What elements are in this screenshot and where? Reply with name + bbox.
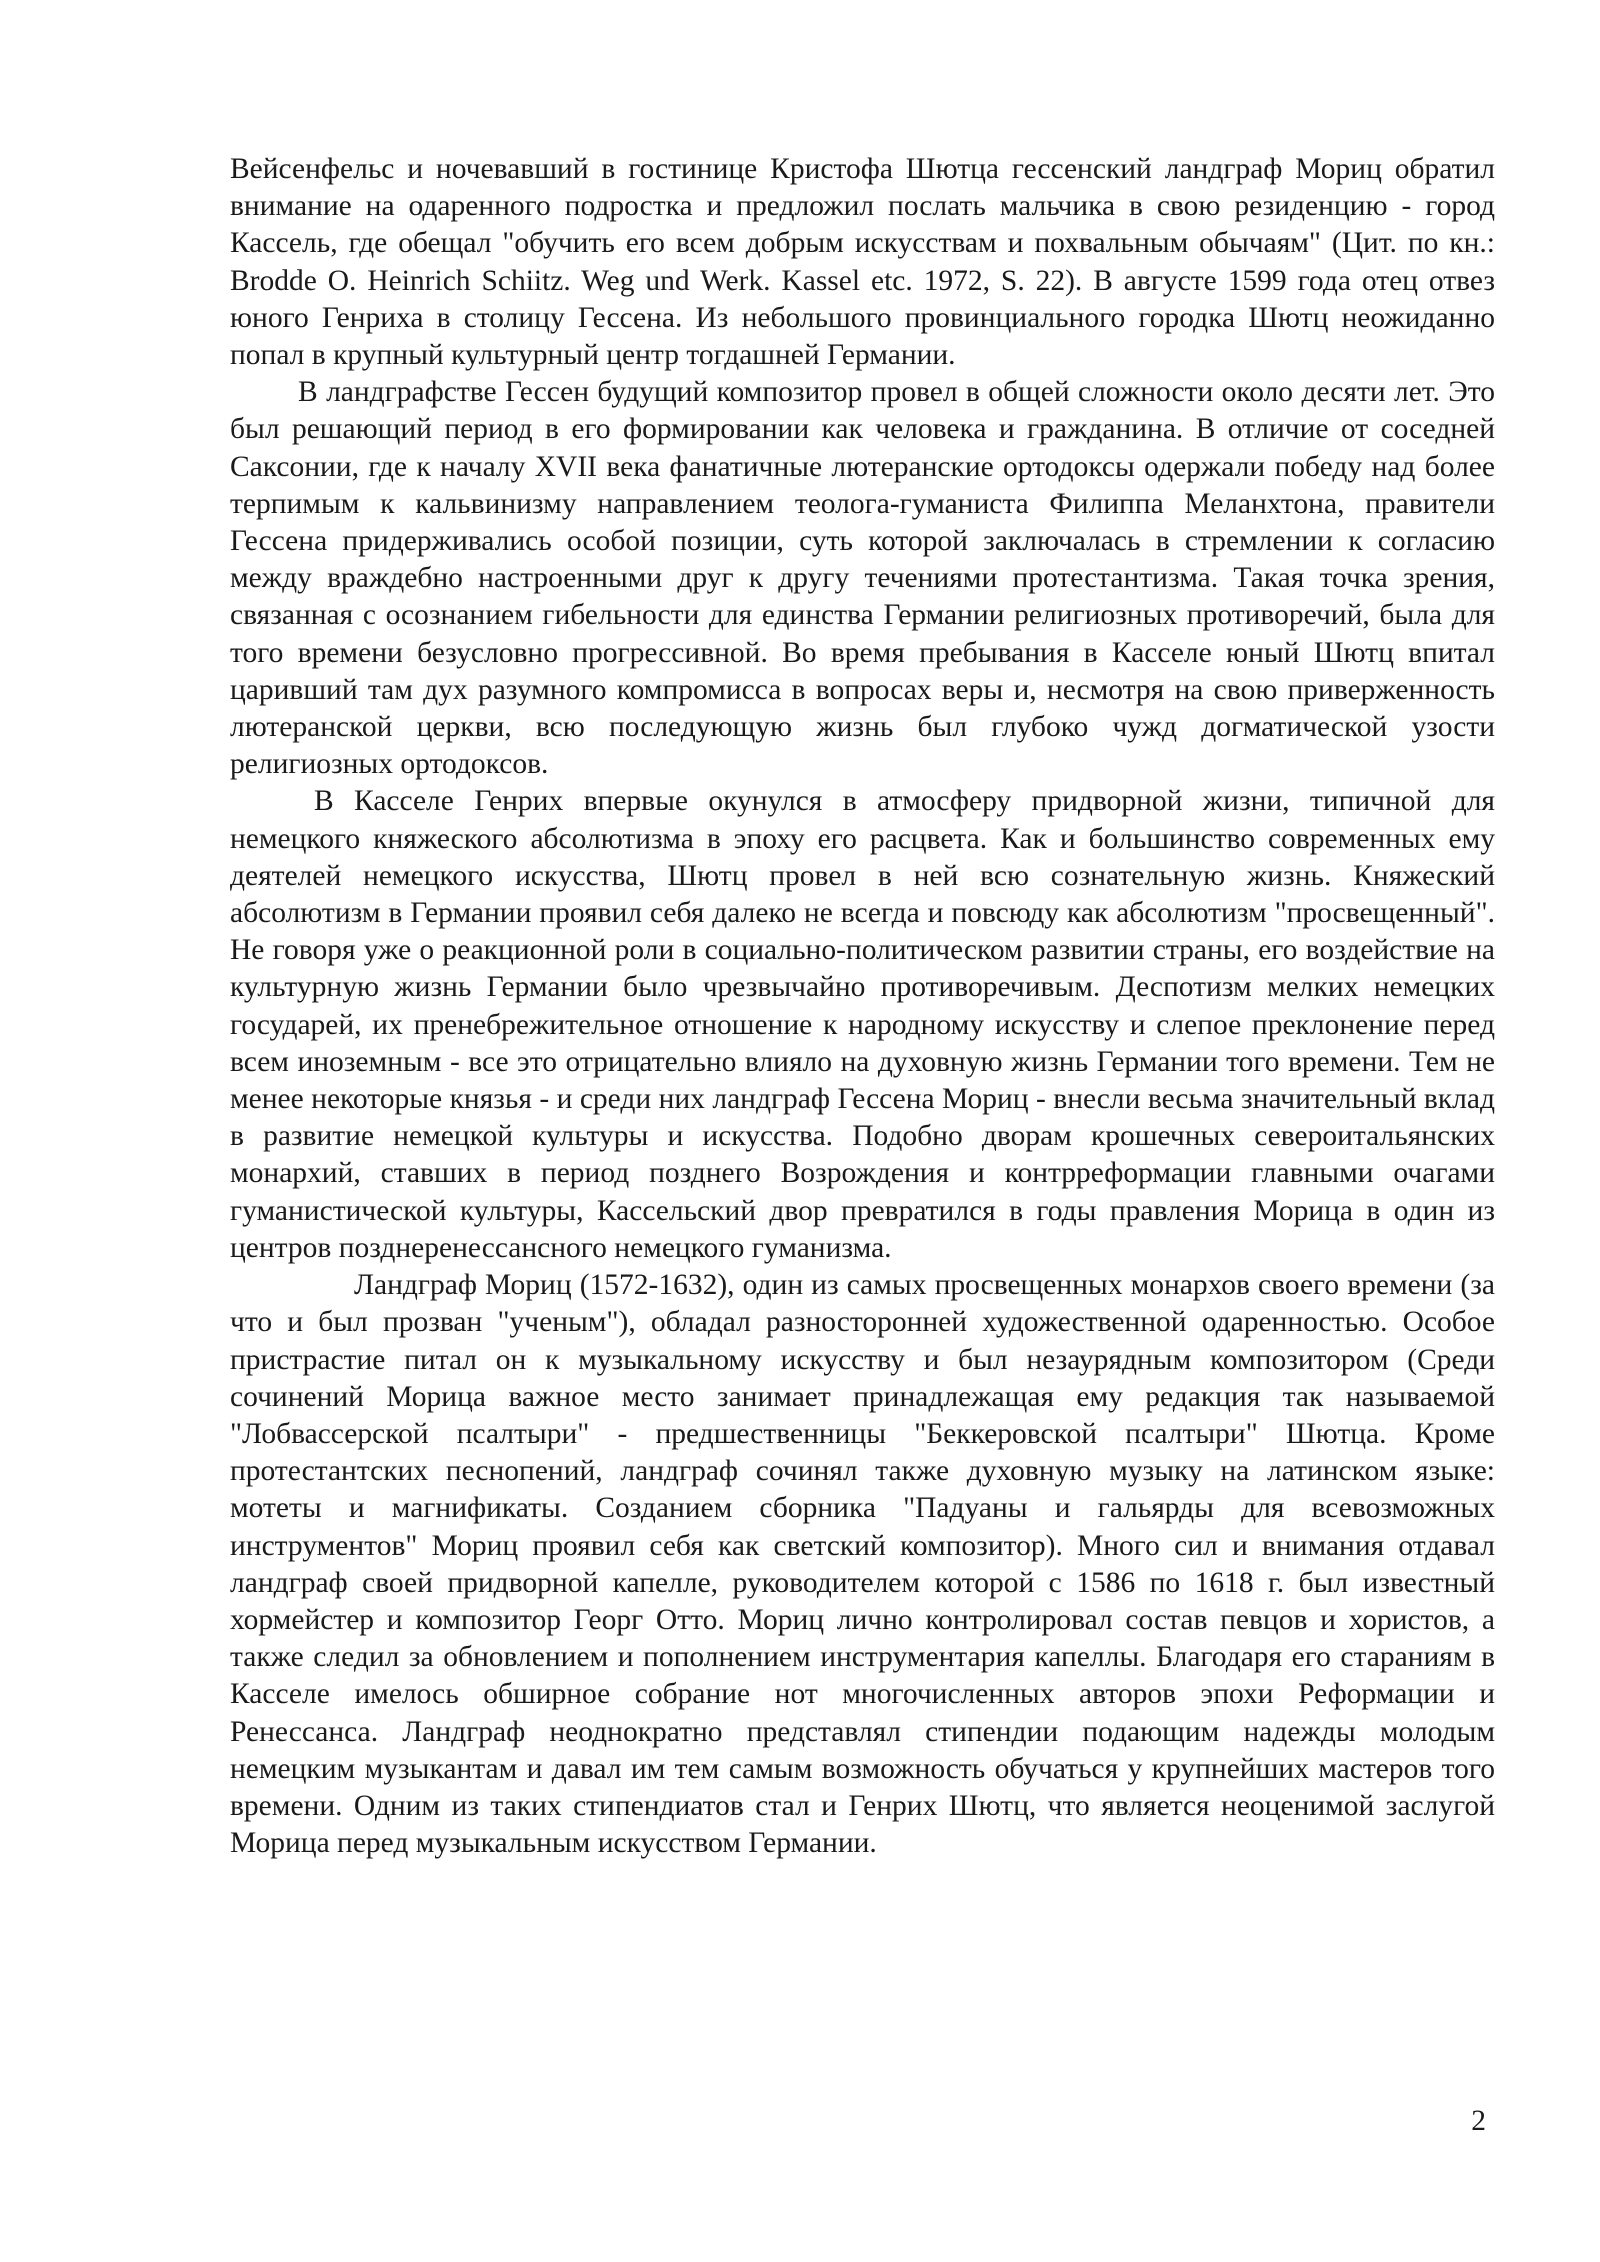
body-text xyxy=(230,151,1495,1862)
paragraph-2: В ландграфстве Гессен будущий композитор провел в общей сложности около десяти лет. Это был решающий период в его формировании как человека и гражданина. В отличие от соседней Саксонии, где к началу XVII века фанатичные лютеранские ортодоксы одержали победу над более терпимым к кальвинизму направлением теолога-гуманиста Филиппа Меланхтона, правители Гессена придерживались особой позиции, суть которой заключалась в стремлении к согласию между враждебно настроенными друг к другу течениями протестантизма. Такая точка зрения, связанная с осознанием гибельности для единства Германии религиозных противоречий, была для того времени безусловно прогрессивной. Во время пребывания в Касселе юный Шютц впитал царивший там дух разумного компромисса в вопросах веры и, несмотря на свою приверженность лютеранской церкви, всю последующую жизнь был глубоко чужд догматической узости религиозных ортодоксов. xyxy=(230,376,1495,781)
paragraph-4: Ландграф Мориц (1572-1632), один из самых просвещенных монархов своего времени (за что и был прозван "ученым"), обладал разносторонней художественной одаренностью. Особое пристрастие питал он к музыкальному искусству и был незаурядным композитором (Среди сочинений Морица важное место занимает принадлежащая ему редакция так называемой "Лобвассерской псалтыри" - предшественницы "Беккеровской псалтыри" Шютца. Кроме протестантских песнопений, ландграф сочинял также духовную музыку на латинском языке: мотеты и магнификаты. Созданием сборника "Падуаны и гальярды для всевозможных инструментов" Мориц проявил себя как светский композитор). Много сил и внимания отдавал ландграф своей придворной капелле, руководителем которой с 1586 по 1618 г. был известный хормейстер и композитор Георг Отто. Мориц лично контролировал состав певцов и хористов, а также следил за обновлением и пополнением инструментария капеллы. Благодаря его стараниям в Касселе имелось обширное собрание нот многочисленных авторов эпохи Реформации и Ренессанса. Ландграф неоднократно представлял стипендии подающим надежды молодым немецким музыкантам и давал им тем самым возможность обучаться у крупнейших мастеров того времени. Одним из таких стипендиатов стал и Генрих Шютц, что является неоценимой заслугой Морица перед музыкальным искусством Германии. xyxy=(230,1269,1495,1860)
page-number: 2 xyxy=(1471,2105,1486,2137)
paragraph-1: Вейсенфельс и ночевавший в гостинице Кристофа Шютца гессенский ландграф Мориц обратил внимание на одаренного подростка и предложил послать мальчика в свою резиденцию - город Кассель, где обещал "обучить его всем добрым искусствам и похвальным обычаям" (Цит. по кн.: Brodde O. Heinrich Schiitz. Weg und Werk. Kassel etc. 1972, S. 22). В августе 1599 года отец отвез юного Генриха в столицу Гессена. Из небольшого провинциального городка Шютц неожиданно попал в крупный культурный центр тогдашней Германии. xyxy=(230,153,1495,372)
paragraph-3: В Касселе Генрих впервые окунулся в атмосферу придворной жизни, типичной для немецкого княжеского абсолютизма в эпоху его расцвета. Как и большинство современных ему деятелей немецкого искусства, Шютц провел в ней всю сознательную жизнь. Княжеский абсолютизм в Германии проявил себя далеко не всегда и повсюду как абсолютизм "просвещенный". Не говоря уже о реакционной роли в социально-политическом развитии страны, его воздействие на культурную жизнь Германии было чрезвычайно противоречивым. Деспотизм мелких немецких государей, их пренебрежительное отношение к народному искусству и слепое преклонение перед всем иноземным - все это отрицательно влияло на духовную жизнь Германии того времени. Тем не менее некоторые князья - и среди них ландграф Гессена Мориц - внесли весьма значительный вклад в развитие немецкой культуры и искусства. Подобно дворам крошечных североитальянских монархий, ставших в период позднего Возрождения и контрреформации главными очагами гуманистической культуры, Кассельский двор превратился в годы правления Морица в один из центров позднеренессансного немецкого гуманизма. xyxy=(230,785,1495,1264)
